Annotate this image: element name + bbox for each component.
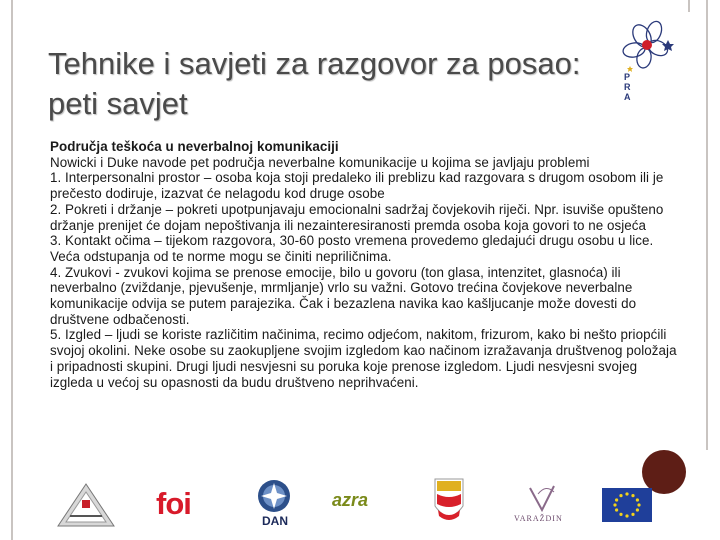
body-heading: Područja teškoća u neverbalnoj komunikaciji xyxy=(50,139,339,154)
flower-logo-icon xyxy=(618,16,694,102)
body-paragraph-1: 1. Interpersonalni prostor – osoba koja stoji predaleko ili preblizu kad razgovara s drugom osobom ili je prečesto dodiruje, izazvat će nelagodu kod druge osobe xyxy=(50,170,664,202)
foi-logo: foi xyxy=(156,486,191,521)
body-paragraph-5: 5. Izgled – ljudi se koriste različitim načinima, recimo odjećom, nakitom, frizurom, kako bi nešto priopćili svojoj okolini. Neke osobe su zaokupljene svojim izgledom kao načinom izražavanja društvenog položaja i pripadnosti skupini. Drugi ljudi nesvjesni su poruka koje prenose izgledom. Ljudi nesvjesni svojeg izgleda u većoj su opasnosti da budu društveno neprihvaćeni. xyxy=(50,327,677,390)
dan-logo-text: DAN xyxy=(262,514,288,528)
body-paragraph-3: 3. Kontakt očima – tijekom razgovora, 30-60 posto vremena provedemo gledajući drugu osobu u lice. Veća odstupanja od te norme mogu se činiti nepriličnima. xyxy=(50,233,654,264)
dan-logo-icon xyxy=(252,478,296,514)
varazdin-logo-icon xyxy=(524,482,560,514)
body-paragraph-intro: Nowicki i Duke navode pet područja neverbalne komunikacije u kojima se javljaju problemi xyxy=(50,154,590,170)
university-logo-icon xyxy=(56,482,116,528)
right-border-line xyxy=(706,0,708,450)
eu-flag-icon xyxy=(602,488,652,522)
project-logo xyxy=(618,16,694,102)
azra-logo: azra xyxy=(332,490,369,510)
right-border-line-top xyxy=(688,0,690,12)
varazdin-logo-text: VARAŽDIN xyxy=(514,514,563,523)
body-paragraph-2: 2. Pokreti i držanje – pokreti upotpunjavaju emocionalni sadržaj čovjekovih riječi. Npr. isuviše opušteno držanje prenijet će dojam nepoštivanja ili nezainteresiranosti premda osoba koja govori to ne osjeća xyxy=(50,201,664,233)
slide-body xyxy=(50,139,680,390)
coat-of-arms-icon xyxy=(432,476,466,528)
svg-text:A: A xyxy=(624,92,631,102)
left-border-line xyxy=(11,0,13,540)
svg-text:P: P xyxy=(624,72,631,82)
slide-title: Tehnike i savjeti za razgovor za posao: peti savjet xyxy=(48,46,581,121)
svg-text:R: R xyxy=(624,82,631,92)
body-paragraph-4: 4. Zvukovi - zvukovi kojima se prenose emocije, bilo u govoru (ton glasa, intenzitet, glasnoća) ili neverbalno (zviždanje, pjevušenje, mrmljanje) vrlo su važni. Gotovo trećina čovjekove neverbalne komunikacije odvija se putem parajezika. Čak i bezazlena navika kao kašljucanje može dovesti do društvene odbačenosti. xyxy=(50,264,637,327)
